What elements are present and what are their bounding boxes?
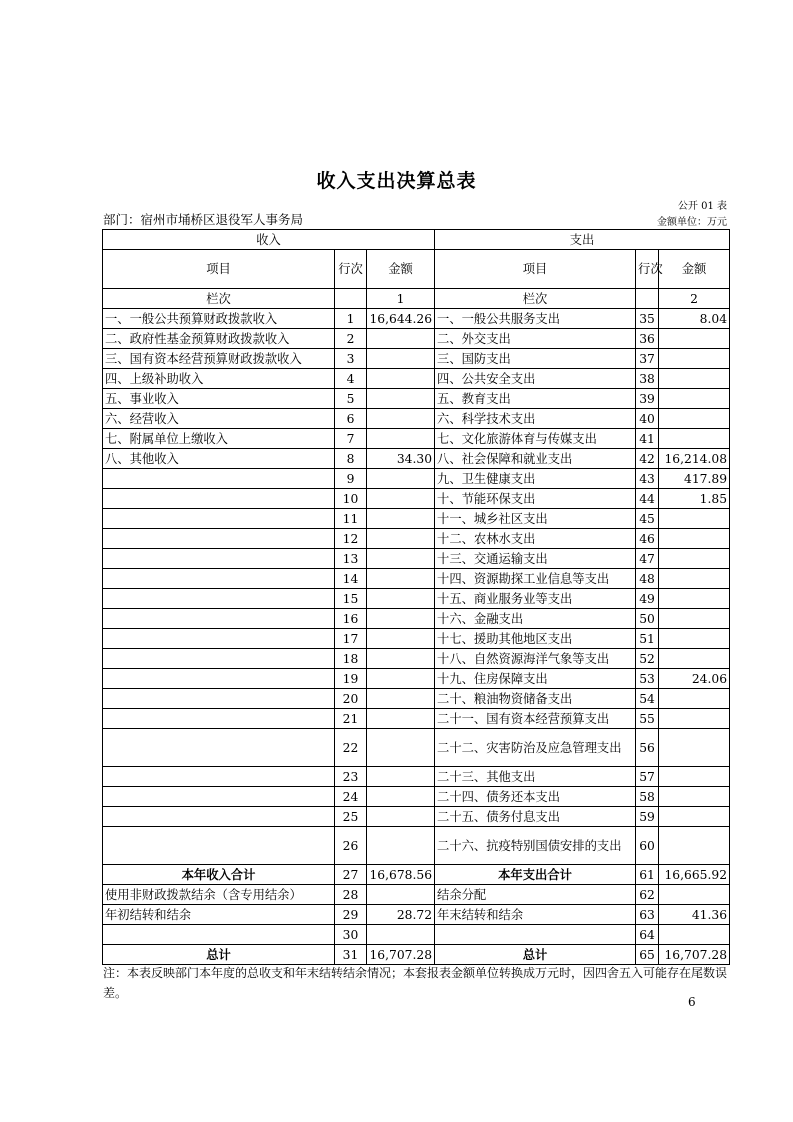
income-empty-cell [335,289,367,309]
income-amount [367,609,435,629]
expense-item: 四、公共安全支出 [435,369,636,389]
income-amount [367,509,435,529]
expense-row-no: 42 [636,449,659,469]
expense-item: 十八、自然资源海洋气象等支出 [435,649,636,669]
page-number: 6 [688,995,696,1009]
expense-item: 十二、农林水支出 [435,529,636,549]
income-amount [367,885,435,905]
income-item: 一、一般公共预算财政拨款收入 [103,309,335,329]
table-row [103,429,730,449]
table-row [103,609,730,629]
expense-row-no: 47 [636,549,659,569]
income-item [103,729,335,767]
expense-row-no: 59 [636,807,659,827]
table-row [103,729,730,767]
income-row-no: 24 [335,787,367,807]
income-amount [367,709,435,729]
income-item: 五、事业收入 [103,389,335,409]
expense-row-no: 39 [636,389,659,409]
expense-row-no: 35 [636,309,659,329]
expense-amount [659,589,730,609]
income-item [103,925,335,945]
table-row [103,669,730,689]
expense-item: 七、文化旅游体育与传媒支出 [435,429,636,449]
expense-row-no: 52 [636,649,659,669]
expense-row-no: 44 [636,489,659,509]
income-item [103,767,335,787]
income-item: 使用非财政拨款结余（含专用结余） [103,885,335,905]
table-row [103,885,730,905]
income-item [103,807,335,827]
income-row-no: 26 [335,827,367,865]
expense-column-label: 栏次 [435,289,636,309]
expense-row-no: 53 [636,669,659,689]
expense-row-no: 64 [636,925,659,945]
expense-row-no: 36 [636,329,659,349]
expense-amount: 417.89 [659,469,730,489]
income-row-no: 12 [335,529,367,549]
income-item: 七、附属单位上缴收入 [103,429,335,449]
income-amount [367,569,435,589]
expense-item: 结余分配 [435,885,636,905]
income-amount: 16,644.26 [367,309,435,329]
expense-item: 二十三、其他支出 [435,767,636,787]
expense-item-header: 项目 [435,250,636,289]
expense-item: 本年支出合计 [435,865,636,885]
table-row [103,589,730,609]
income-item [103,787,335,807]
expense-row-no-header: 行次 [636,250,659,289]
income-amount [367,389,435,409]
table-row [103,629,730,649]
expense-row-no: 61 [636,865,659,885]
income-amount [367,469,435,489]
table-row [103,827,730,865]
income-amount [367,369,435,389]
income-item: 总计 [103,945,335,965]
expense-row-no: 63 [636,905,659,925]
income-amount [367,669,435,689]
expense-item: 年末结转和结余 [435,905,636,925]
income-item [103,629,335,649]
income-row-no: 28 [335,885,367,905]
expense-amount [659,609,730,629]
table-row [103,349,730,369]
income-item [103,509,335,529]
table-row [103,925,730,945]
page-title: 收入支出决算总表 [316,170,477,192]
expense-amount [659,329,730,349]
expense-item: 十九、住房保障支出 [435,669,636,689]
expense-amount [659,349,730,369]
expense-item: 二十二、灾害防治及应急管理支出 [435,729,636,767]
expense-item: 六、科学技术支出 [435,409,636,429]
expense-amount [659,885,730,905]
income-row-no: 2 [335,329,367,349]
income-column-label: 栏次 [103,289,335,309]
expense-amount [659,429,730,449]
expense-item [435,925,636,945]
income-item: 八、其他收入 [103,449,335,469]
expense-item: 三、国防支出 [435,349,636,369]
expense-amount [659,369,730,389]
expense-amount [659,925,730,945]
income-amount [367,807,435,827]
expense-amount [659,827,730,865]
expense-item: 一、一般公共服务支出 [435,309,636,329]
income-item [103,569,335,589]
income-item [103,689,335,709]
income-row-no: 3 [335,349,367,369]
expense-row-no: 57 [636,767,659,787]
expense-amount [659,807,730,827]
expense-amount [659,689,730,709]
table-row [103,509,730,529]
expense-amount: 16,665.92 [659,865,730,885]
income-item: 本年收入合计 [103,865,335,885]
expense-section-header: 支出 [435,230,730,250]
expense-row-no: 62 [636,885,659,905]
section-header-row [103,230,730,250]
expense-amount-header: 金额 [659,250,730,289]
income-amount [367,729,435,767]
expense-amount [659,629,730,649]
income-item: 年初结转和结余 [103,905,335,925]
expense-item: 二、外交支出 [435,329,636,349]
column-index-row [103,289,730,309]
income-amount [367,429,435,449]
expense-row-no: 43 [636,469,659,489]
column-header-row [103,250,730,289]
income-row-no: 7 [335,429,367,449]
income-item [103,469,335,489]
income-row-no: 15 [335,589,367,609]
income-row-no: 14 [335,569,367,589]
table-row [103,787,730,807]
footnote: 注：本表反映部门本年度的总收支和年末结转结余情况；本套报表金额单位转换成万元时，因四舍五入可能存在尾数误差。 [103,966,728,1000]
expense-amount: 16,214.08 [659,449,730,469]
expense-item: 八、社会保障和就业支出 [435,449,636,469]
income-item [103,489,335,509]
income-row-no: 18 [335,649,367,669]
income-row-no: 5 [335,389,367,409]
income-amount [367,925,435,945]
form-number: 公开 01 表 [677,201,727,212]
expense-amount [659,709,730,729]
table-row [103,329,730,349]
expense-row-no: 41 [636,429,659,449]
expense-item: 十五、商业服务业等支出 [435,589,636,609]
income-row-no: 31 [335,945,367,965]
income-amount [367,409,435,429]
expense-row-no: 56 [636,729,659,767]
table-row [103,905,730,925]
expense-item: 二十四、债务还本支出 [435,787,636,807]
expense-item: 十三、交通运输支出 [435,549,636,569]
income-amount [367,649,435,669]
income-amount-header: 金额 [367,250,435,289]
table-row [103,549,730,569]
expense-amount [659,509,730,529]
income-item: 三、国有资本经营预算财政拨款收入 [103,349,335,369]
income-row-no: 21 [335,709,367,729]
expense-amount [659,729,730,767]
income-amount [367,529,435,549]
expense-row-no: 65 [636,945,659,965]
income-amount [367,689,435,709]
expense-item: 二十五、债务付息支出 [435,807,636,827]
income-row-no: 4 [335,369,367,389]
expense-row-no: 46 [636,529,659,549]
expense-row-no: 38 [636,369,659,389]
income-row-no: 27 [335,865,367,885]
income-row-no: 10 [335,489,367,509]
income-item: 四、上级补助收入 [103,369,335,389]
income-amount [367,349,435,369]
table-row [103,309,730,329]
income-row-no: 1 [335,309,367,329]
income-item-header: 项目 [103,250,335,289]
expense-amount [659,767,730,787]
table-row [103,689,730,709]
income-row-no: 29 [335,905,367,925]
expense-row-no: 40 [636,409,659,429]
income-item [103,669,335,689]
income-item: 六、经营收入 [103,409,335,429]
income-row-no: 30 [335,925,367,945]
expense-item: 九、卫生健康支出 [435,469,636,489]
income-amount [367,549,435,569]
income-amount: 28.72 [367,905,435,925]
expense-amount [659,389,730,409]
expense-amount [659,787,730,807]
income-amount [367,589,435,609]
income-row-no: 9 [335,469,367,489]
table-row [103,369,730,389]
expense-column-index: 2 [659,289,730,309]
income-column-index: 1 [367,289,435,309]
income-item [103,609,335,629]
expense-amount [659,529,730,549]
income-row-no: 16 [335,609,367,629]
expense-row-no: 48 [636,569,659,589]
expense-row-no: 37 [636,349,659,369]
expense-item: 总计 [435,945,636,965]
table-row [103,569,730,589]
income-item: 二、政府性基金预算财政拨款收入 [103,329,335,349]
income-row-no: 11 [335,509,367,529]
expense-item: 二十六、抗疫特别国债安排的支出 [435,827,636,865]
expense-item: 十四、资源勘探工业信息等支出 [435,569,636,589]
department-label: 部门：宿州市埇桥区退役军人事务局 [103,212,304,227]
expense-amount: 16,707.28 [659,945,730,965]
income-row-no: 17 [335,629,367,649]
income-section-header: 收入 [103,230,435,250]
expense-row-no: 60 [636,827,659,865]
expense-item: 五、教育支出 [435,389,636,409]
income-item [103,549,335,569]
income-amount [367,329,435,349]
income-item [103,709,335,729]
income-amount: 34.30 [367,449,435,469]
expense-amount: 1.85 [659,489,730,509]
income-amount [367,787,435,807]
table-row [103,489,730,509]
income-amount [367,489,435,509]
income-item [103,529,335,549]
table-row [103,709,730,729]
expense-row-no: 54 [636,689,659,709]
income-amount: 16,678.56 [367,865,435,885]
income-row-no: 6 [335,409,367,429]
expense-amount [659,649,730,669]
expense-amount [659,549,730,569]
expense-item: 二十一、国有资本经营预算支出 [435,709,636,729]
income-item [103,649,335,669]
table-row [103,409,730,429]
income-amount [367,767,435,787]
expense-amount [659,409,730,429]
expense-row-no: 49 [636,589,659,609]
expense-empty-cell [636,289,659,309]
income-expense-table [102,229,730,965]
expense-amount: 24.06 [659,669,730,689]
income-row-no: 23 [335,767,367,787]
table-row [103,529,730,549]
table-row [103,469,730,489]
income-item [103,827,335,865]
income-amount: 16,707.28 [367,945,435,965]
expense-amount: 8.04 [659,309,730,329]
income-item [103,589,335,609]
income-row-no-header: 行次 [335,250,367,289]
income-row-no: 13 [335,549,367,569]
table-row [103,807,730,827]
expense-item: 十一、城乡社区支出 [435,509,636,529]
table-row [103,649,730,669]
table-row [103,389,730,409]
expense-item: 十七、援助其他地区支出 [435,629,636,649]
income-row-no: 20 [335,689,367,709]
table-row [103,767,730,787]
expense-row-no: 55 [636,709,659,729]
income-amount [367,629,435,649]
table-row [103,865,730,885]
expense-amount [659,569,730,589]
expense-item: 二十、粮油物资储备支出 [435,689,636,709]
income-amount [367,827,435,865]
income-row-no: 19 [335,669,367,689]
expense-row-no: 45 [636,509,659,529]
income-row-no: 25 [335,807,367,827]
income-row-no: 22 [335,729,367,767]
expense-item: 十六、金融支出 [435,609,636,629]
expense-row-no: 58 [636,787,659,807]
expense-row-no: 51 [636,629,659,649]
table-row [103,945,730,965]
expense-row-no: 50 [636,609,659,629]
expense-item: 十、节能环保支出 [435,489,636,509]
table-row [103,449,730,469]
expense-amount: 41.36 [659,905,730,925]
income-row-no: 8 [335,449,367,469]
unit-label: 金额单位：万元 [657,217,727,228]
